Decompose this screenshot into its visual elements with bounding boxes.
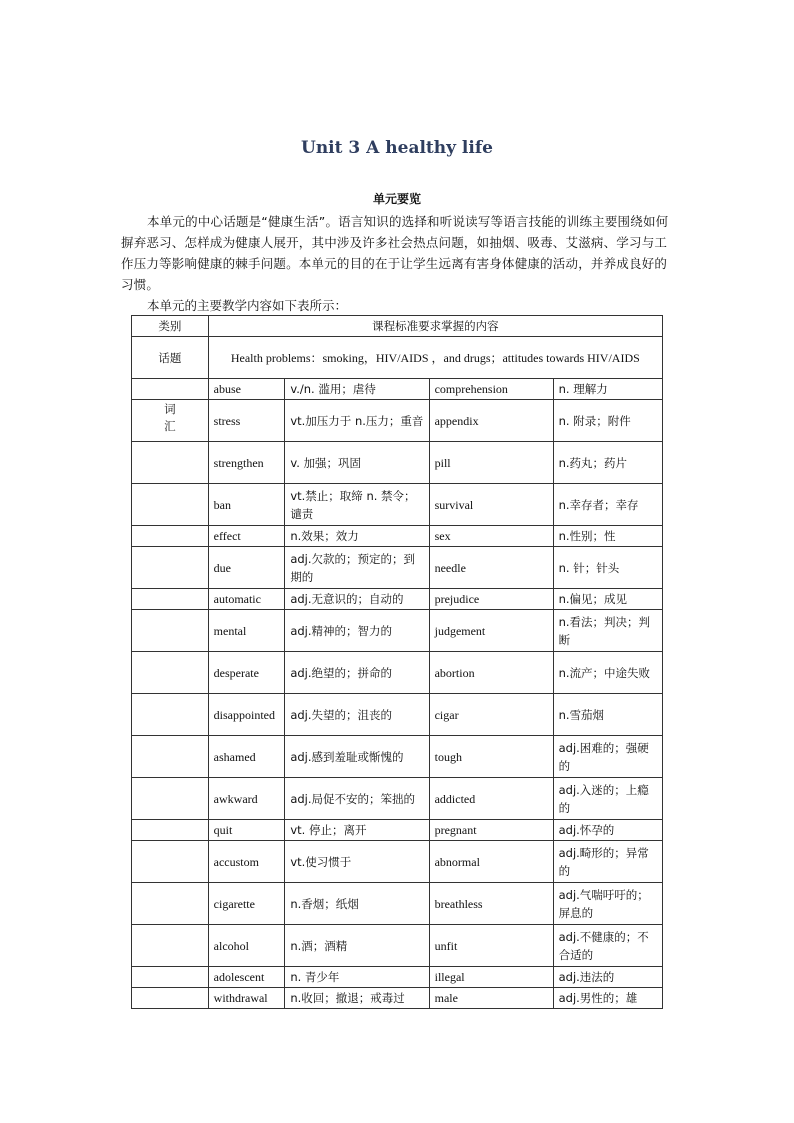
category-cell xyxy=(132,379,209,400)
meaning-cell: adj.畸形的；异常的 xyxy=(553,841,662,883)
meaning-cell: n.收回；撤退；戒毒过 xyxy=(285,988,429,1009)
table-row xyxy=(132,988,663,1009)
category-cell xyxy=(132,820,209,841)
word-cell: alcohol xyxy=(208,925,285,967)
word-cell: due xyxy=(208,547,285,589)
word-cell: unfit xyxy=(429,925,553,967)
table-row xyxy=(132,820,663,841)
topic-text: Health problems：smoking，HIV/AIDS ，and drugs；attitudes towards HIV/AIDS xyxy=(208,337,662,379)
category-cell xyxy=(132,694,209,736)
table-row xyxy=(132,967,663,988)
word-cell: cigar xyxy=(429,694,553,736)
word-cell: effect xyxy=(208,526,285,547)
meaning-cell: v. 加强；巩固 xyxy=(285,442,429,484)
vocab-category-label: 词 汇 xyxy=(132,400,209,442)
category-cell xyxy=(132,841,209,883)
meaning-cell: n.看法；判决；判断 xyxy=(553,610,662,652)
header-content: 课程标准要求掌握的内容 xyxy=(208,316,662,337)
meaning-cell: n.药丸；药片 xyxy=(553,442,662,484)
meaning-cell: n. 针；针头 xyxy=(553,547,662,589)
word-cell: ban xyxy=(208,484,285,526)
word-cell: automatic xyxy=(208,589,285,610)
meaning-cell: adj.无意识的；自动的 xyxy=(285,589,429,610)
word-cell: illegal xyxy=(429,967,553,988)
word-cell: breathless xyxy=(429,883,553,925)
meaning-cell: v./n. 滥用；虐待 xyxy=(285,379,429,400)
table-row xyxy=(132,778,663,820)
meaning-cell: n.雪茄烟 xyxy=(553,694,662,736)
table-row xyxy=(132,925,663,967)
category-cell xyxy=(132,778,209,820)
word-cell: cigarette xyxy=(208,883,285,925)
word-cell: adolescent xyxy=(208,967,285,988)
word-cell: abnormal xyxy=(429,841,553,883)
table-row xyxy=(132,589,663,610)
meaning-cell: n.香烟；纸烟 xyxy=(285,883,429,925)
vocabulary-table xyxy=(131,315,663,1009)
word-cell: pill xyxy=(429,442,553,484)
category-cell xyxy=(132,652,209,694)
word-cell: male xyxy=(429,988,553,1009)
category-cell xyxy=(132,967,209,988)
table-row xyxy=(132,400,663,442)
word-cell: abuse xyxy=(208,379,285,400)
category-cell xyxy=(132,589,209,610)
word-cell: desperate xyxy=(208,652,285,694)
meaning-cell: adj.欠款的；预定的；到期的 xyxy=(285,547,429,589)
meaning-cell: adj.怀孕的 xyxy=(553,820,662,841)
word-cell: withdrawal xyxy=(208,988,285,1009)
category-cell xyxy=(132,883,209,925)
word-cell: abortion xyxy=(429,652,553,694)
category-cell xyxy=(132,925,209,967)
category-cell xyxy=(132,736,209,778)
meaning-cell: adj.精神的；智力的 xyxy=(285,610,429,652)
table-row xyxy=(132,547,663,589)
word-cell: appendix xyxy=(429,400,553,442)
word-cell: sex xyxy=(429,526,553,547)
page-title: Unit 3 A healthy life xyxy=(301,138,493,158)
table-row xyxy=(132,526,663,547)
word-cell: quit xyxy=(208,820,285,841)
table-row xyxy=(132,652,663,694)
meaning-cell: adj.失望的；沮丧的 xyxy=(285,694,429,736)
meaning-cell: n.性别；性 xyxy=(553,526,662,547)
meaning-cell: adj.违法的 xyxy=(553,967,662,988)
word-cell: prejudice xyxy=(429,589,553,610)
meaning-cell: n. 理解力 xyxy=(553,379,662,400)
word-cell: pregnant xyxy=(429,820,553,841)
word-cell: needle xyxy=(429,547,553,589)
category-cell xyxy=(132,547,209,589)
meaning-cell: n. 附录；附件 xyxy=(553,400,662,442)
meaning-cell: vt.加压力于 n.压力；重音 xyxy=(285,400,429,442)
word-cell: stress xyxy=(208,400,285,442)
word-cell: mental xyxy=(208,610,285,652)
table-header-row xyxy=(132,316,663,337)
table-row xyxy=(132,484,663,526)
word-cell: awkward xyxy=(208,778,285,820)
category-cell xyxy=(132,988,209,1009)
meaning-cell: vt.使习惯于 xyxy=(285,841,429,883)
word-cell: judgement xyxy=(429,610,553,652)
meaning-cell: adj.困难的；强硬的 xyxy=(553,736,662,778)
meaning-cell: adj.绝望的；拼命的 xyxy=(285,652,429,694)
topic-row xyxy=(132,337,663,379)
table-row xyxy=(132,379,663,400)
word-cell: strengthen xyxy=(208,442,285,484)
word-cell: accustom xyxy=(208,841,285,883)
meaning-cell: vt.禁止；取缔 n. 禁令；谴责 xyxy=(285,484,429,526)
word-cell: tough xyxy=(429,736,553,778)
table-row xyxy=(132,736,663,778)
meaning-cell: vt. 停止；离开 xyxy=(285,820,429,841)
category-cell xyxy=(132,526,209,547)
meaning-cell: n. 青少年 xyxy=(285,967,429,988)
meaning-cell: adj.入迷的；上瘾的 xyxy=(553,778,662,820)
word-cell: ashamed xyxy=(208,736,285,778)
intro-paragraph: 本单元的中心话题是“健康生活”。语言知识的选择和听说读写等语言技能的训练主要围绕如何摒弃恶习、怎样成为健康人展开，其中涉及许多社会热点问题，如抽烟、吸毒、艾滋病、学习与工作压力等影响健康的棘手问题。本单元的目的在于让学生远离有害身体健康的活动，并养成良好的习惯。 xyxy=(121,214,669,292)
table-row xyxy=(132,694,663,736)
table-row xyxy=(132,610,663,652)
intro-paragraph-2: 本单元的主要教学内容如下表所示： xyxy=(147,298,348,313)
meaning-cell: n.效果；效力 xyxy=(285,526,429,547)
category-cell xyxy=(132,610,209,652)
header-category: 类别 xyxy=(132,316,209,337)
word-cell: addicted xyxy=(429,778,553,820)
meaning-cell: adj.不健康的；不合适的 xyxy=(553,925,662,967)
table-row xyxy=(132,883,663,925)
meaning-cell: n.幸存者；幸存 xyxy=(553,484,662,526)
meaning-cell: n.偏见；成见 xyxy=(553,589,662,610)
topic-label: 话题 xyxy=(132,337,209,379)
meaning-cell: adj.感到羞耻或惭愧的 xyxy=(285,736,429,778)
word-cell: comprehension xyxy=(429,379,553,400)
section-subtitle: 单元要览 xyxy=(372,192,421,206)
meaning-cell: adj.气喘吁吁的；屏息的 xyxy=(553,883,662,925)
meaning-cell: adj.局促不安的；笨拙的 xyxy=(285,778,429,820)
meaning-cell: n.酒；酒精 xyxy=(285,925,429,967)
category-cell xyxy=(132,442,209,484)
word-cell: survival xyxy=(429,484,553,526)
meaning-cell: adj.男性的；雄 xyxy=(553,988,662,1009)
category-cell xyxy=(132,484,209,526)
table-row xyxy=(132,442,663,484)
word-cell: disappointed xyxy=(208,694,285,736)
table-row xyxy=(132,841,663,883)
meaning-cell: n.流产；中途失败 xyxy=(553,652,662,694)
